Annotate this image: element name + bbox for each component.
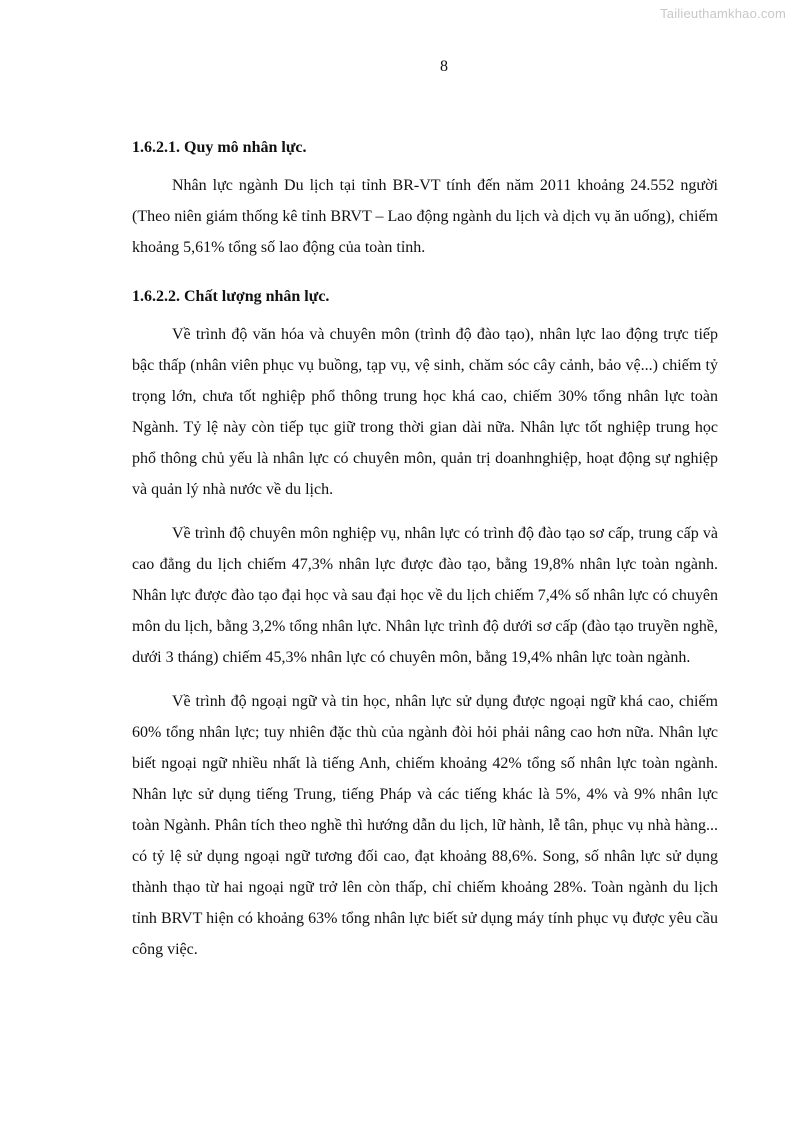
- paragraph-trinh-do-van-hoa: Về trình độ văn hóa và chuyên môn (trình độ đào tạo), nhân lực lao động trực tiếp bậc thấp (nhân viên phục vụ buồng, tạp vụ, vệ sinh, chăm sóc cây cảnh, bảo vệ...) chiếm tỷ trọng lớn, chưa tốt nghiệp phổ thông trung học khá cao, chiếm 30% tổng nhân lực toàn Ngành. Tỷ lệ này còn tiếp tục giữ trong thời gian dài nữa. Nhân lực tốt nghiệp trung học phổ thông chủ yếu là nhân lực có chuyên môn, quản trị doanhnghiệp, hoạt động sự nghiệp và quản lý nhà nước về du lịch.: [132, 326, 718, 498]
- paragraph-chuyen-mon-nghiep-vu: Về trình độ chuyên môn nghiệp vụ, nhân lực có trình độ đào tạo sơ cấp, trung cấp và cao đẳng du lịch chiếm 47,3% nhân lực được đào tạo, bằng 19,8% nhân lực toàn ngành. Nhân lực được đào tạo đại học và sau đại học về du lịch chiếm 7,4% số nhân lực có chuyên môn du lịch, bằng 3,2% tổng nhân lực. Nhân lực trình độ dưới sơ cấp (đào tạo truyền nghề, dưới 3 tháng) chiếm 45,3% nhân lực có chuyên môn, bằng 19,4% nhân lực toàn ngành.: [132, 525, 718, 666]
- page-number: 8: [440, 58, 448, 75]
- paragraph-quy-mo: Nhân lực ngành Du lịch tại tỉnh BR-VT tính đến năm 2011 khoảng 24.552 người (Theo niên giám thống kê tỉnh BRVT – Lao động ngành du lịch và dịch vụ ăn uống), chiếm khoảng 5,61% tổng số lao động của toàn tỉnh.: [132, 177, 718, 256]
- paragraph-ngoai-ngu-tin-hoc: Về trình độ ngoại ngữ và tin học, nhân lực sử dụng được ngoại ngữ khá cao, chiếm 60% tổng nhân lực; tuy nhiên đặc thù của ngành đòi hỏi phải nâng cao hơn nữa. Nhân lực biết ngoại ngữ nhiều nhất là tiếng Anh, chiếm khoảng 42% tổng số nhân lực toàn ngành. Nhân lực sử dụng tiếng Trung, tiếng Pháp và các tiếng khác là 5%, 4% và 9% nhân lực toàn Ngành. Phân tích theo nghề thì hướng dẫn du lịch, lữ hành, lễ tân, phục vụ nhà hàng... có tỷ lệ sử dụng ngoại ngữ tương đối cao, đạt khoảng 88,6%. Song, số nhân lực sử dụng thành thạo từ hai ngoại ngữ trở lên còn thấp, chỉ chiếm khoảng 28%. Toàn ngành du lịch tỉnh BRVT hiện có khoảng 63% tổng nhân lực biết sử dụng máy tính phục vụ được yêu cầu công việc.: [132, 693, 718, 958]
- watermark-text: Tailieuthamkhao.com: [660, 6, 786, 21]
- section-heading-quy-mo: 1.6.2.1. Quy mô nhân lực.: [132, 139, 307, 156]
- document-body: [132, 132, 718, 965]
- section-heading-chat-luong: 1.6.2.2. Chất lượng nhân lực.: [132, 288, 330, 305]
